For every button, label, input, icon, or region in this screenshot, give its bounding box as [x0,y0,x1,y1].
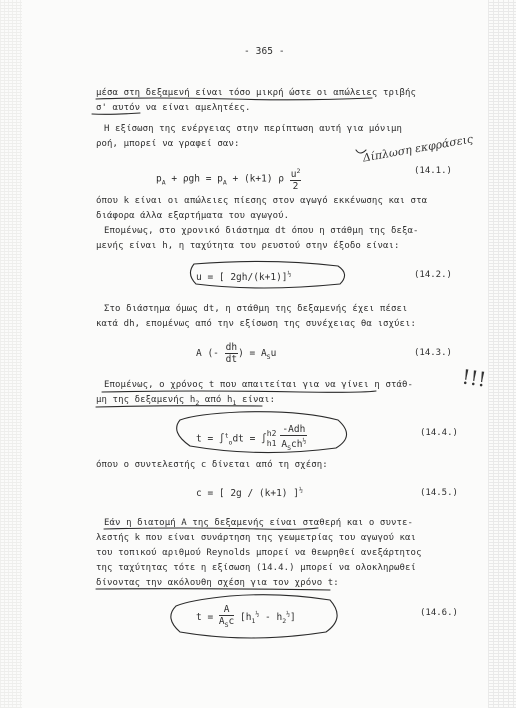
handwritten-note: Δίπλωση εκφράσεις [361,132,474,165]
text-line: της ταχύτητας τότε η εξίσωση (14.4.) μπορεί να ολοκληρωθεί [96,563,417,573]
equation-14-5: c = [ 2g / (k+1) ]$^{\frac{1}{2}}$ [196,486,303,500]
underline-mark [102,391,376,392]
text-line: Εάν η διατομή Α της δεξαμενής είναι σταθερή και ο συντε- [104,518,414,528]
equation-14-3: A (- $\frac{dh}{dt}$ ) = $A_Su$ [196,342,277,365]
text-line: κατά dh, επομένως από την εξίσωση της συνέχειας θα ισχύει: [96,319,417,329]
text-line: ροή, μπορεί να γραφεί σαν: [96,139,240,149]
text-line: Στο διάστημα όμως dt, η στάθμη της δεξαμενής έχει πέσει [104,304,408,314]
underline-mark [96,589,330,590]
text-line: Η εξίσωση της ενέργειας στην περίπτωση αυτή για μόνιμη [104,124,402,134]
text-line: διάφορα άλλα εξαρτήματα του αγωγού. [96,211,290,221]
text-line: μέσα στη δεξαμενή είναι τόσο μικρή ώστε οι απώλειες τριβής [96,88,417,98]
scan-edge-right [488,0,516,708]
underline-mark [104,528,318,529]
text-line: σ' αυτόν να είναι αμελητέες. [96,103,251,113]
text-line: του τοπικού αριθμού Reynolds μπορεί να θεωρηθεί ανεξάρτητος [96,548,422,558]
equation-14-2: u = [ 2gh/(k+1)]$^{\frac{1}{2}}$ [196,270,292,284]
equation-number: (14.6.) [420,608,458,618]
equation-14-1: $p_A + \rho gh = p_A + (k+1)$ ρ $\frac{u^2}{2}$ [156,167,301,193]
text-line: μενής είναι h, η ταχύτητα του ρευστού στην έξοδο είναι: [96,241,400,251]
underline-mark [92,113,140,114]
text-line: μη της δεξαμενής $h_2$ από $h_1$ είναι: [96,395,276,407]
equation-number: (14.3.) [414,348,452,358]
text-line: όπου ο συντελεστής c δίνεται από τη σχέση: [96,460,328,470]
equation-number: (14.5.) [420,488,458,498]
handwritten-exclamation: !!! [460,364,488,392]
text-line: Επομένως, ο χρόνος t που απαιτείται για να γίνει η στάθ- [104,380,414,390]
equation-14-6: t = A $A_Sc$ $[h_1^{\frac{1}{2}} - h_2^{\frac{1}{2}}]$ [196,604,296,629]
equation-number: (14.2.) [414,270,452,280]
text-line: δίνοντας την ακόλουθη σχέση για τον χρόνο t: [96,578,339,588]
page-number: - 365 - [244,46,285,57]
equation-number: (14.4.) [420,428,458,438]
text-line: Επομένως, στο χρονικό διάστημα dt όπου η στάθμη της δεξα- [104,226,419,236]
underline-mark [96,98,372,100]
equation-number: (14.1.) [414,166,452,176]
text-line: όπου k είναι οι απώλειες πίεσης στον αγωγό εκκένωσης και στα [96,196,428,206]
scan-edge-left [0,0,22,708]
text-line: λεστής k που είναι συνάρτηση της γεωμετρίας του αγωγού και [96,533,417,543]
equation-14-4: t = ∫$^t_o$dt = ∫ h2 h1 -Adh $A_Sch^{\frac{1}{2}}$ [196,424,307,453]
